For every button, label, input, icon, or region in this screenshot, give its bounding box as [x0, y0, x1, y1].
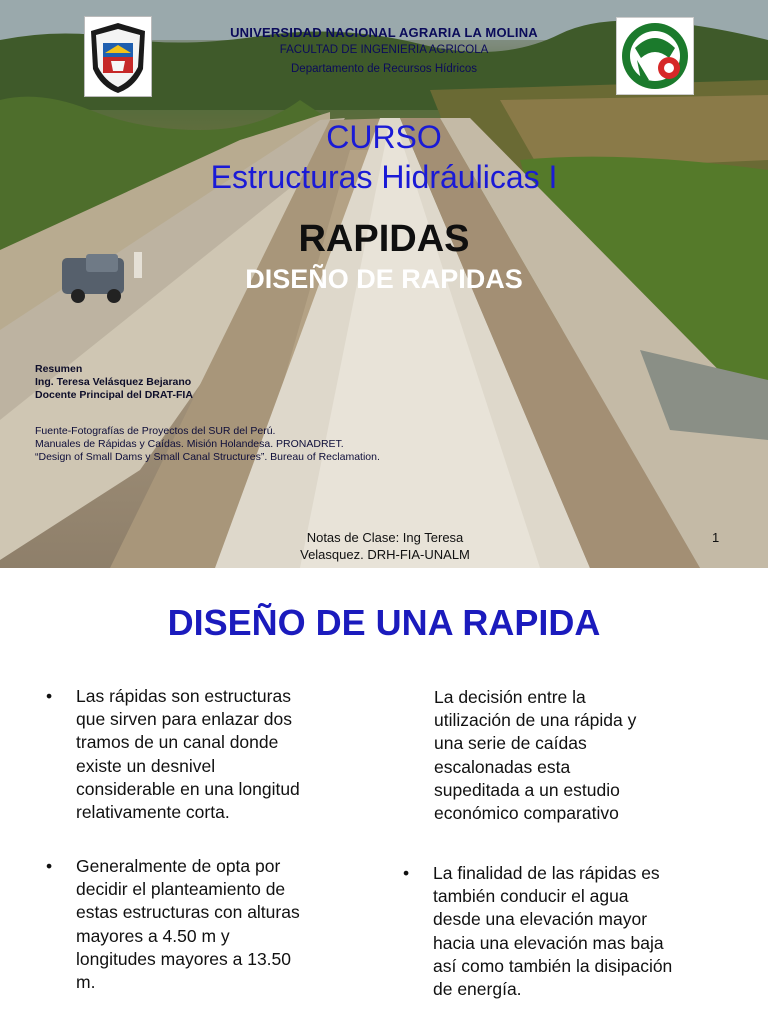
bullet-line: también conducir el agua — [433, 886, 629, 907]
summary-line: Resumen — [35, 363, 83, 375]
topic-subtitle: DISEÑO DE RAPIDAS — [245, 264, 523, 294]
faculty-name: FACULTAD DE INGENIERIA AGRICOLA — [279, 44, 489, 56]
class-notes-footer — [280, 529, 490, 563]
topic-title: RAPIDAS — [298, 218, 470, 260]
bullet-item — [46, 685, 376, 824]
bullet-line: así como también la disipación — [433, 955, 673, 976]
source-line: Manuales de Rápidas y Caídas. Misión Holandesa. PRONADRET. — [35, 438, 344, 450]
bullet-line: desde una elevación mayor — [433, 909, 648, 930]
bullet-line: mayores a 4.50 m y — [76, 925, 230, 946]
bullet-line: que sirven para enlazar dos — [76, 709, 292, 730]
bullet-marker: • — [46, 856, 53, 876]
paragraph-line: La decisión entre la — [434, 687, 586, 707]
bullet-line: longitudes mayores a 13.50 — [76, 948, 291, 969]
bullet-line: Generalmente de opta por — [76, 856, 281, 876]
paragraph-line: una serie de caídas — [434, 733, 587, 754]
paragraph-line: económico comparativo — [434, 803, 619, 824]
bullet-line: m. — [76, 972, 96, 993]
bullet-item — [403, 862, 743, 1001]
source-line: Fuente-Fotografías de Proyectos del SUR del Perú. — [35, 425, 276, 437]
paragraph-line: escalonadas esta — [434, 756, 571, 777]
bullet-item — [46, 855, 376, 994]
department-name: Departamento de Recursos Hídricos — [291, 63, 477, 75]
bullet-line: tramos de un canal donde — [76, 732, 279, 753]
bullet-line: hacia una elevación mas baja — [433, 932, 664, 953]
bullet-line: existe un desnivel — [76, 755, 216, 776]
notes-line: Notas de Clase: Ing Teresa — [306, 530, 464, 545]
bullet-marker: • — [46, 686, 53, 706]
course-label: CURSO — [326, 119, 442, 155]
notes-line: Velasquez. DRH-FIA-UNALM — [300, 547, 470, 562]
bullet-marker: • — [403, 863, 410, 883]
paragraph-line: supeditada a un estudio — [434, 779, 620, 800]
content-slide — [0, 568, 768, 1024]
bullet-line: Las rápidas son estructuras — [76, 686, 291, 706]
bullet-line: de energía. — [433, 979, 522, 1000]
course-name: Estructuras Hidráulicas I — [210, 159, 558, 195]
bullet-line: decidir el planteamiento de — [76, 879, 286, 900]
university-name: UNIVERSIDAD NACIONAL AGRARIA LA MOLINA — [230, 25, 538, 40]
paragraph-line: utilización de una rápida y — [434, 710, 637, 731]
summary-block — [35, 363, 193, 402]
bullet-line: estas estructuras con alturas — [76, 902, 300, 923]
sources-block — [35, 425, 380, 464]
source-line: “Design of Small Dams y Small Canal Structures”. Bureau of Reclamation. — [35, 451, 380, 463]
slide-title: DISEÑO DE UNA RAPIDA — [167, 602, 601, 643]
bullet-line: relativamente corta. — [76, 802, 230, 823]
page-number: 1 — [712, 530, 720, 545]
summary-line: Docente Principal del DRAT-FIA — [35, 389, 193, 401]
paragraph-item — [434, 686, 744, 825]
bullet-line: considerable en una longitud — [76, 778, 300, 799]
summary-line: Ing. Teresa Velásquez Bejarano — [35, 376, 192, 388]
bullet-line: La finalidad de las rápidas es — [433, 863, 660, 883]
